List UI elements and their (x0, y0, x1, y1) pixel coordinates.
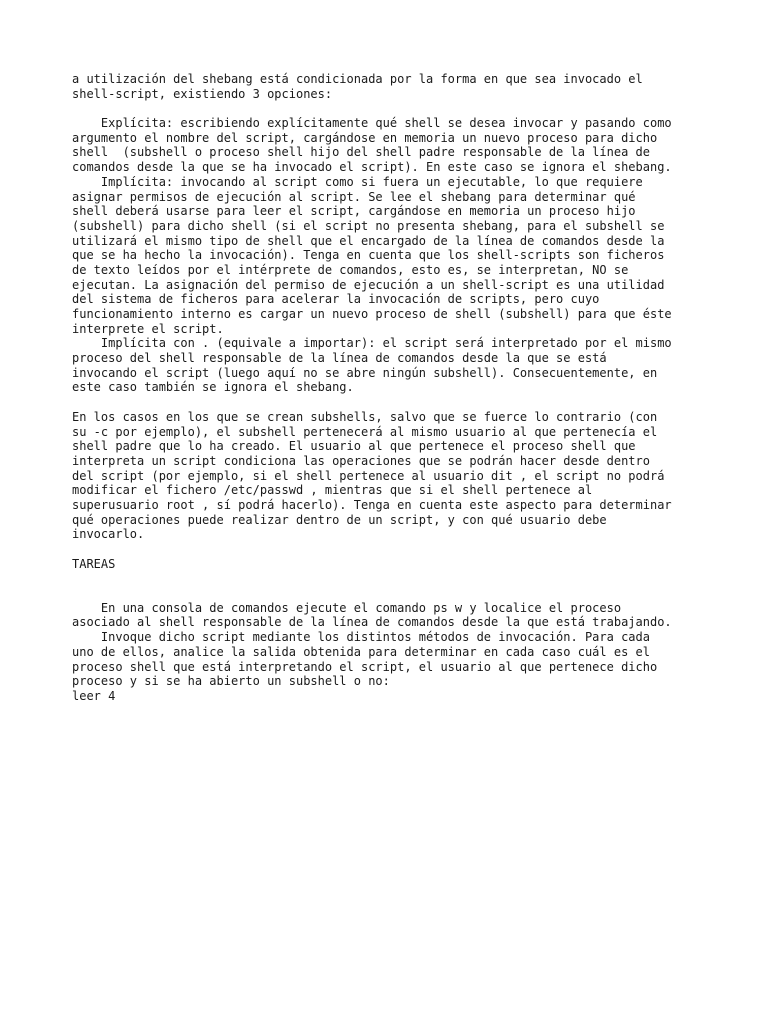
text-line: modificar el fichero /etc/passwd , mientras que si el shell pertenece al (72, 483, 593, 498)
blank-line (72, 586, 712, 601)
text-line: que se ha hecho la invocación). Tenga en cuenta que los shell-scripts son ficheros (72, 248, 665, 263)
text-line: de texto leídos por el intérprete de comandos, esto es, se interpretan, NO se (72, 262, 629, 277)
text-line: utilizará el mismo tipo de shell que el encargado de la línea de comandos desde la (72, 233, 665, 248)
text-line: shell padre que lo ha creado. El usuario al que pertenece el proceso shell que (72, 439, 636, 454)
text-line: Implícita: invocando al script como si fuera un ejecutable, lo que requiere (72, 174, 643, 189)
text-line: invocarlo. (72, 527, 145, 542)
text-line: interprete el script. (72, 321, 224, 336)
text-line: comandos desde la que se ha invocado el script). En este caso se ignora el shebang. (72, 160, 672, 175)
text-line: leer 4 (72, 688, 116, 703)
text-line: Implícita con . (equivale a importar): el script será interpretado por el mismo (72, 336, 672, 351)
text-line: funcionamiento interno es cargar un nuevo proceso de shell (subshell) para que éste (72, 307, 672, 321)
blank-line (72, 101, 712, 116)
text-line: shell (subshell o proceso shell hijo del shell padre responsable de la línea de (72, 145, 650, 160)
blank-line (72, 542, 712, 557)
text-line: proceso y si se ha abierto un subshell o no: (72, 674, 390, 689)
text-line: asociado al shell responsable de la línea de comandos desde la que está trabajando. (72, 615, 672, 630)
text-line: En una consola de comandos ejecute el comando ps w y localice el proceso (72, 600, 622, 615)
text-line: del sistema de ficheros para acelerar la invocación de scripts, pero cuyo (72, 292, 600, 307)
text-line: qué operaciones puede realizar dentro de un script, y con qué usuario debe (72, 512, 607, 527)
text-line: shell-script, existiendo 3 opciones: (72, 86, 333, 101)
text-line: del script (por ejemplo, si el shell pertenece al usuario dit , el script no podrá (72, 468, 665, 483)
text-line: argumento el nombre del script, cargándose en memoria un nuevo proceso para dicho (72, 130, 658, 145)
blank-line (72, 571, 712, 586)
text-line: interpreta un script condiciona las operaciones que se podrán hacer desde dentro (72, 453, 650, 468)
text-line: superusuario root , sí podrá hacerlo). Tenga en cuenta este aspecto para determinar (72, 497, 672, 512)
document-page (72, 72, 712, 704)
text-line: (subshell) para dicho shell (si el script no presenta shebang, para el subshell se (72, 218, 665, 233)
text-line: uno de ellos, analice la salida obtenida para determinar en cada caso cuál es el (72, 644, 650, 659)
text-line: a utilización del shebang está condicionada por la forma en que sea invocado el (72, 72, 643, 86)
text-line: TAREAS (72, 556, 116, 571)
text-line: asignar permisos de ejecución al script. Se lee el shebang para determinar qué (72, 189, 636, 204)
text-line: shell deberá usarse para leer el script, cargándose en memoria un proceso hijo (72, 204, 636, 219)
text-line: proceso del shell responsable de la línea de comandos desde la que se está (72, 351, 607, 366)
text-line: este caso también se ignora el shebang. (72, 380, 354, 395)
text-line: ejecutan. La asignación del permiso de ejecución a un shell-script es una utilidad (72, 277, 665, 292)
text-line: su -c por ejemplo), el subshell pertenecerá al mismo usuario al que pertenecía el (72, 424, 658, 439)
blank-line (72, 395, 712, 410)
text-line: Explícita: escribiendo explícitamente qué shell se desea invocar y pasando como (72, 116, 672, 131)
text-line: En los casos en los que se crean subshells, salvo que se fuerce lo contrario (con (72, 409, 658, 424)
text-line: Invoque dicho script mediante los distintos métodos de invocación. Para cada (72, 630, 650, 645)
text-line: invocando el script (luego aquí no se abre ningún subshell). Consecuentemente, en (72, 365, 658, 380)
text-line: proceso shell que está interpretando el script, el usuario al que pertenece dicho (72, 659, 658, 674)
